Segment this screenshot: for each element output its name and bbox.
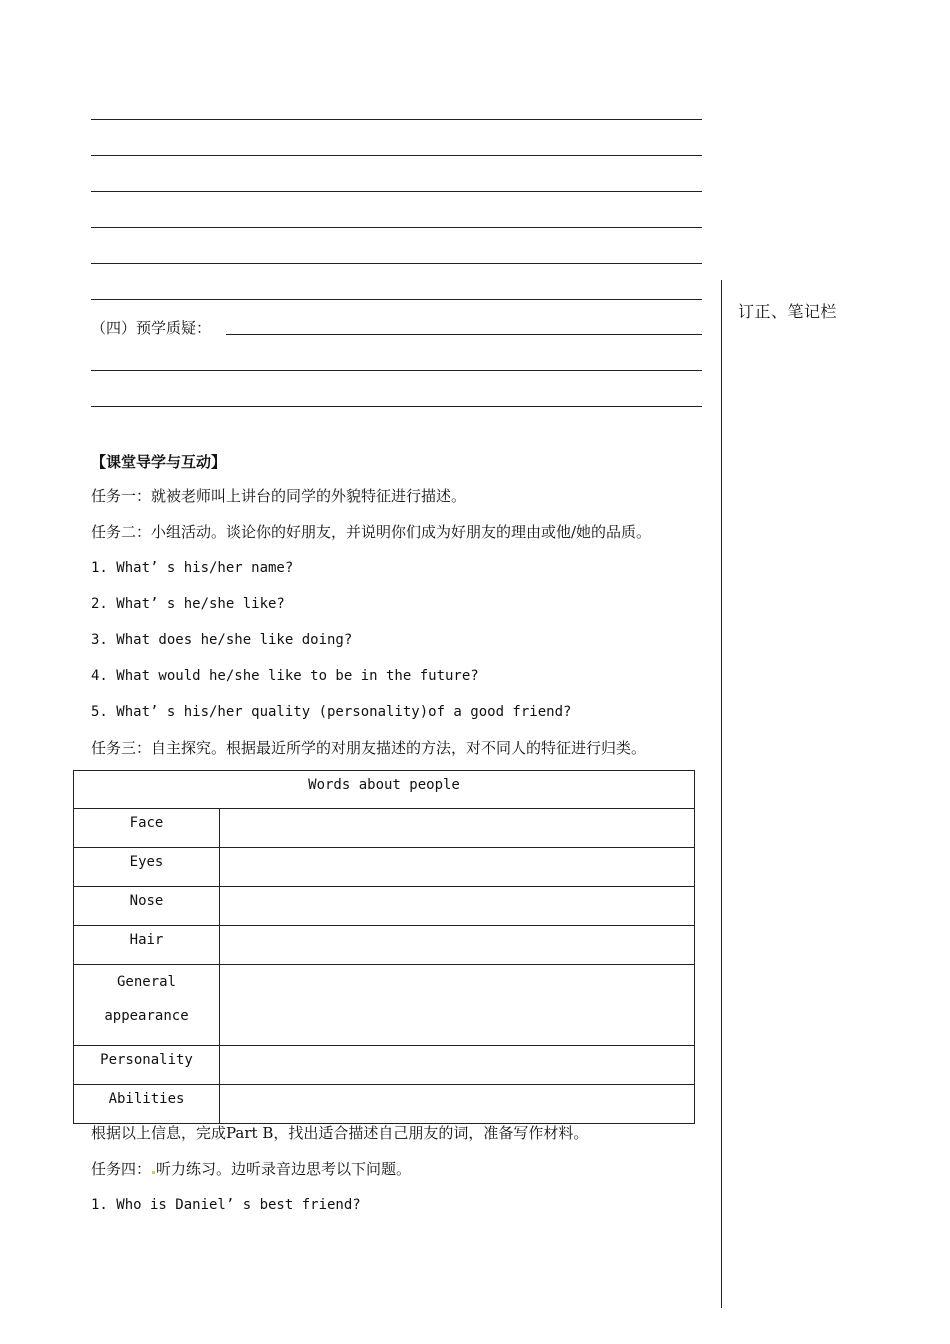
row-answer-cell[interactable]: [220, 1046, 695, 1085]
task-two-question: 4. What would he/she like to be in the future?: [91, 668, 479, 684]
row-label: [74, 965, 220, 1046]
answer-line: [91, 119, 702, 120]
task-two-question: 5. What’ s his/her quality (personality)of a good friend?: [91, 704, 572, 720]
section-title: 【课堂导学与互动】: [91, 453, 227, 471]
row-answer-cell[interactable]: [220, 887, 695, 926]
table-row: [74, 1046, 695, 1085]
row-label: Face: [74, 809, 220, 848]
row-answer-cell[interactable]: [220, 1085, 695, 1124]
answer-line: [91, 191, 702, 192]
task-one: 任务一：就被老师叫上讲台的同学的外貌特征进行描述。: [91, 487, 467, 505]
task-four-text: 听力练习。边听录音边思考以下问题。: [156, 1160, 412, 1178]
preview-question-label: （四）预学质疑：: [91, 319, 212, 337]
row-label: Hair: [74, 926, 220, 965]
task-two-question: 3. What does he/she like doing?: [91, 632, 353, 648]
highlight-dot: [152, 1171, 155, 1174]
row-label: Nose: [74, 887, 220, 926]
task-four-question: 1. Who is Daniel’ s best friend?: [91, 1197, 361, 1213]
notes-column-label: 订正、笔记栏: [738, 302, 838, 321]
table-row: [74, 848, 695, 887]
task-two-question: 2. What’ s he/she like?: [91, 596, 285, 612]
row-answer-cell[interactable]: [220, 848, 695, 887]
task-three: 任务三：自主探究。根据最近所学的对朋友描述的方法，对不同人的特征进行归类。: [91, 739, 647, 757]
row-label-line: appearance: [104, 1008, 189, 1024]
task-four: [91, 1159, 411, 1179]
row-answer-cell[interactable]: [220, 965, 695, 1046]
answer-line: [91, 155, 702, 156]
table-row: [74, 926, 695, 965]
answer-line: [91, 370, 702, 371]
task-four-prefix: 任务四：: [91, 1160, 152, 1178]
task-two-question: 1. What’ s his/her name?: [91, 560, 294, 576]
notes-column-divider: [721, 280, 722, 1308]
answer-line: [91, 263, 702, 264]
row-answer-cell[interactable]: [220, 809, 695, 848]
row-label: Eyes: [74, 848, 220, 887]
table-header-row: [74, 771, 695, 809]
row-label: Abilities: [74, 1085, 220, 1124]
preview-question-line: [226, 334, 702, 335]
answer-line: [91, 299, 702, 300]
after-table-instruction: 根据以上信息，完成Part B，找出适合描述自己朋友的词，准备写作材料。: [91, 1124, 589, 1142]
row-label: Personality: [74, 1046, 220, 1085]
words-about-people-table: [73, 770, 695, 1124]
table-row: [74, 1085, 695, 1124]
row-label-line: General: [116, 974, 176, 990]
table-row: [74, 809, 695, 848]
task-two: 任务二：小组活动。谈论你的好朋友，并说明你们成为好朋友的理由或他/她的品质。: [91, 523, 652, 541]
row-answer-cell[interactable]: [220, 926, 695, 965]
table-header: Words about people: [74, 771, 695, 809]
answer-line: [91, 406, 702, 407]
answer-line: [91, 227, 702, 228]
table-row: [74, 965, 695, 1046]
table-row: [74, 887, 695, 926]
